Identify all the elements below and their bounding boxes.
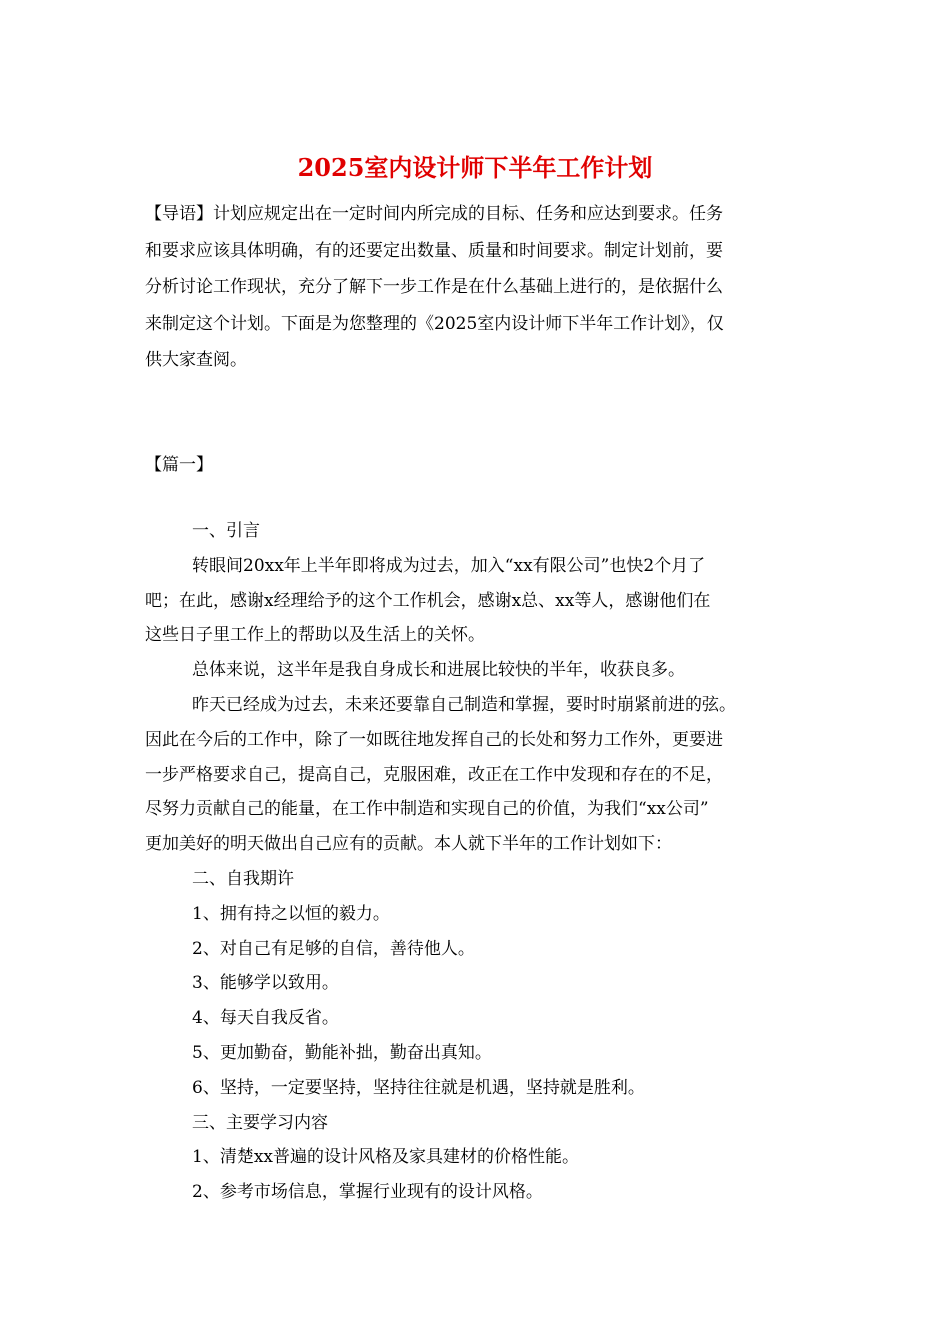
body-line: 昨天已经成为过去，未来还要靠自己制造和掌握，要时时崩紧前进的弦。 bbox=[192, 694, 736, 715]
body-line: 2、参考市场信息，掌握行业现有的设计风格。 bbox=[192, 1182, 543, 1203]
body-line: 5、更加勤奋，勤能补拙，勤奋出真知。 bbox=[192, 1042, 492, 1063]
body-line: 3、能够学以致用。 bbox=[192, 973, 339, 994]
body-line: 更加美好的明天做出自己应有的贡献。本人就下半年的工作计划如下： bbox=[145, 834, 672, 855]
body-line: 一步严格要求自己，提高自己，克服困难，改正在工作中发现和存在的不足， bbox=[145, 764, 723, 785]
body-line: 这些日子里工作上的帮助以及生活上的关怀。 bbox=[145, 625, 485, 646]
body-line: 2、对自己有足够的自信，善待他人。 bbox=[192, 938, 475, 959]
body-line: 6、坚持，一定要坚持，坚持往往就是机遇，坚持就是胜利。 bbox=[192, 1077, 645, 1098]
intro-line: 和要求应该具体明确，有的还要定出数量、质量和时间要求。制定计划前，要 bbox=[145, 240, 723, 261]
body-line: 转眼间20xx年上半年即将成为过去，加入“xx有限公司”也快2个月了 bbox=[192, 555, 706, 576]
body-line: 吧；在此，感谢x经理给予的这个工作机会，感谢x总、xx等人，感谢他们在 bbox=[145, 590, 711, 611]
section-label: 【篇一】 bbox=[145, 455, 213, 475]
body-line: 1、清楚xx普遍的设计风格及家具建材的价格性能。 bbox=[192, 1147, 579, 1168]
intro-paragraph bbox=[145, 196, 805, 379]
body-text bbox=[145, 514, 805, 1210]
body-line: 三、主要学习内容 bbox=[192, 1112, 328, 1133]
body-line: 1、拥有持之以恒的毅力。 bbox=[192, 903, 390, 924]
body-line: 尽努力贡献自己的能量，在工作中制造和实现自己的价值，为我们“xx公司” bbox=[145, 799, 709, 820]
body-line: 二、自我期许 bbox=[192, 868, 294, 889]
body-line: 一、引言 bbox=[192, 521, 260, 541]
intro-line: 来制定这个计划。下面是为您整理的《2025室内设计师下半年工作计划》，仅 bbox=[145, 313, 724, 334]
body-line: 因此在今后的工作中，除了一如既往地发挥自己的长处和努力工作外，更要进 bbox=[145, 729, 723, 750]
body-line: 4、每天自我反省。 bbox=[192, 1008, 339, 1029]
document-title: 2025室内设计师下半年工作计划 bbox=[297, 153, 653, 182]
intro-line: 供大家查阅。 bbox=[145, 350, 247, 371]
body-line: 总体来说，这半年是我自身成长和进展比较快的半年，收获良多。 bbox=[192, 660, 685, 681]
intro-line: 【导语】计划应规定出在一定时间内所完成的目标、任务和应达到要求。任务 bbox=[145, 204, 723, 224]
intro-line: 分析讨论工作现状，充分了解下一步工作是在什么基础上进行的，是依据什么 bbox=[145, 277, 723, 298]
